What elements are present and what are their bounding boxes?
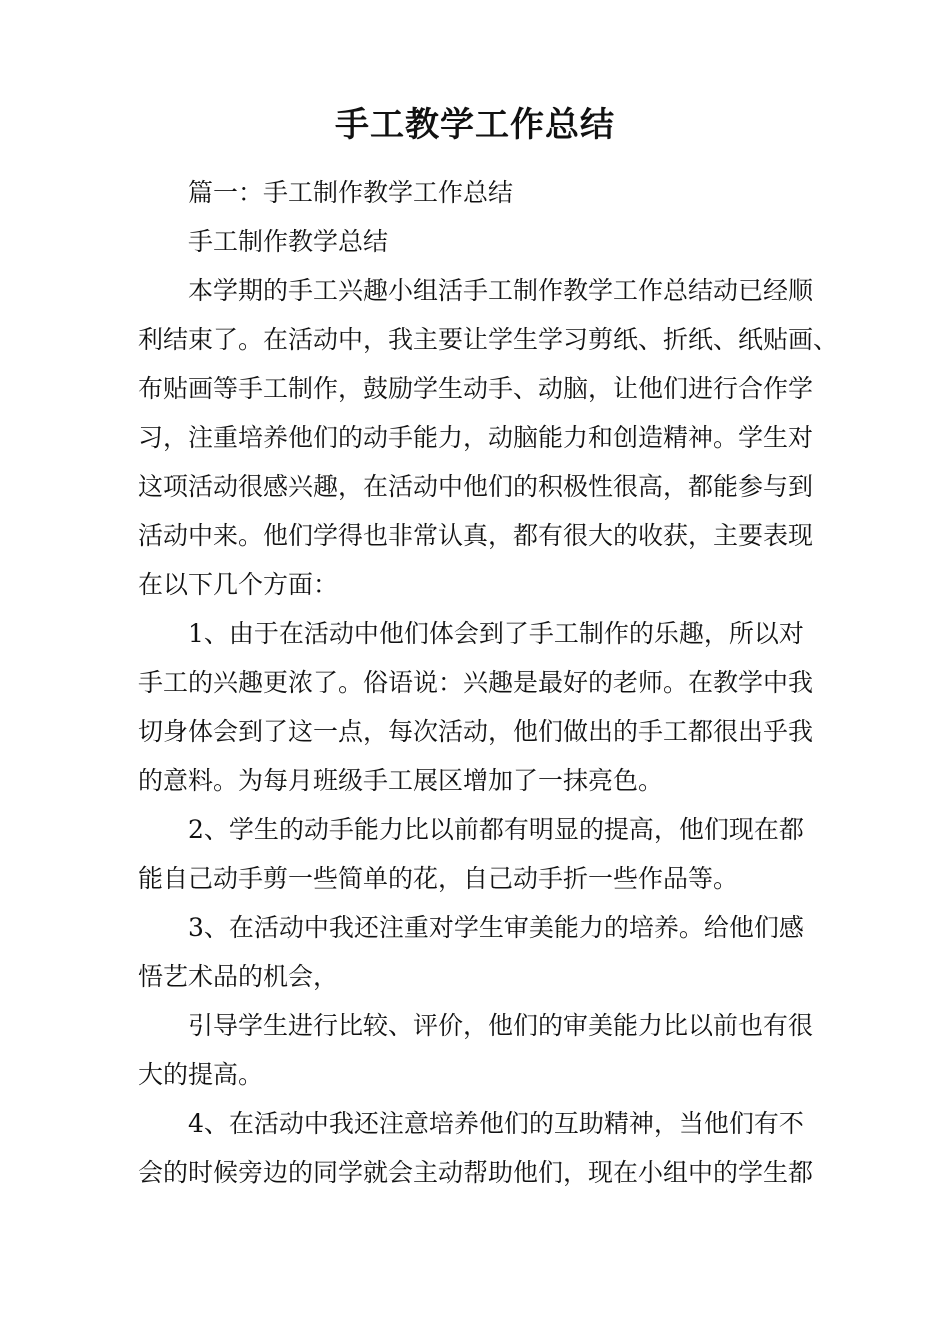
text-line: 活动中来。他们学得也非常认真，都有很大的收获，主要表现 — [138, 521, 814, 550]
text-line: 手工制作教学总结 — [188, 227, 389, 256]
text-line: 悟艺术品的机会， — [138, 962, 339, 991]
text-line: 大的提高。 — [138, 1060, 264, 1089]
text-line: 在以下几个方面： — [138, 570, 339, 599]
text-line: 利结束了。在活动中，我主要让学生学习剪纸、折纸、纸贴画、 — [138, 325, 839, 354]
text-line: 这项活动很感兴趣，在活动中他们的积极性很高，都能参与到 — [138, 472, 814, 501]
text-line: 1、由于在活动中他们体会到了手工制作的乐趣，所以对 — [188, 619, 804, 648]
text-line: 4、在活动中我还注意培养他们的互助精神，当他们有不 — [188, 1109, 804, 1138]
text-line: 手工的兴趣更浓了。俗语说：兴趣是最好的老师。在教学中我 — [138, 668, 814, 697]
text-line: 会的时候旁边的同学就会主动帮助他们，现在小组中的学生都 — [138, 1158, 814, 1187]
text-line: 2、学生的动手能力比以前都有明显的提高，他们现在都 — [188, 815, 804, 844]
text-line: 本学期的手工兴趣小组活手工制作教学工作总结动已经顺 — [188, 276, 814, 305]
text-line: 引导学生进行比较、评价，他们的审美能力比以前也有很 — [188, 1011, 814, 1040]
text-line: 切身体会到了这一点，每次活动，他们做出的手工都很出乎我 — [138, 717, 814, 746]
text-line: 习，注重培养他们的动手能力，动脑能力和创造精神。学生对 — [138, 423, 814, 452]
text-line: 3、在活动中我还注重对学生审美能力的培养。给他们感 — [188, 913, 804, 942]
text-line: 布贴画等手工制作，鼓励学生动手、动脑，让他们进行合作学 — [138, 374, 814, 403]
document-body — [138, 168, 838, 1197]
text-line: 篇一：手工制作教学工作总结 — [188, 178, 514, 207]
text-line: 的意料。为每月班级手工展区增加了一抹亮色。 — [138, 766, 664, 795]
document-title: 手工教学工作总结 — [335, 105, 615, 145]
text-line: 能自己动手剪一些简单的花，自己动手折一些作品等。 — [138, 864, 739, 893]
